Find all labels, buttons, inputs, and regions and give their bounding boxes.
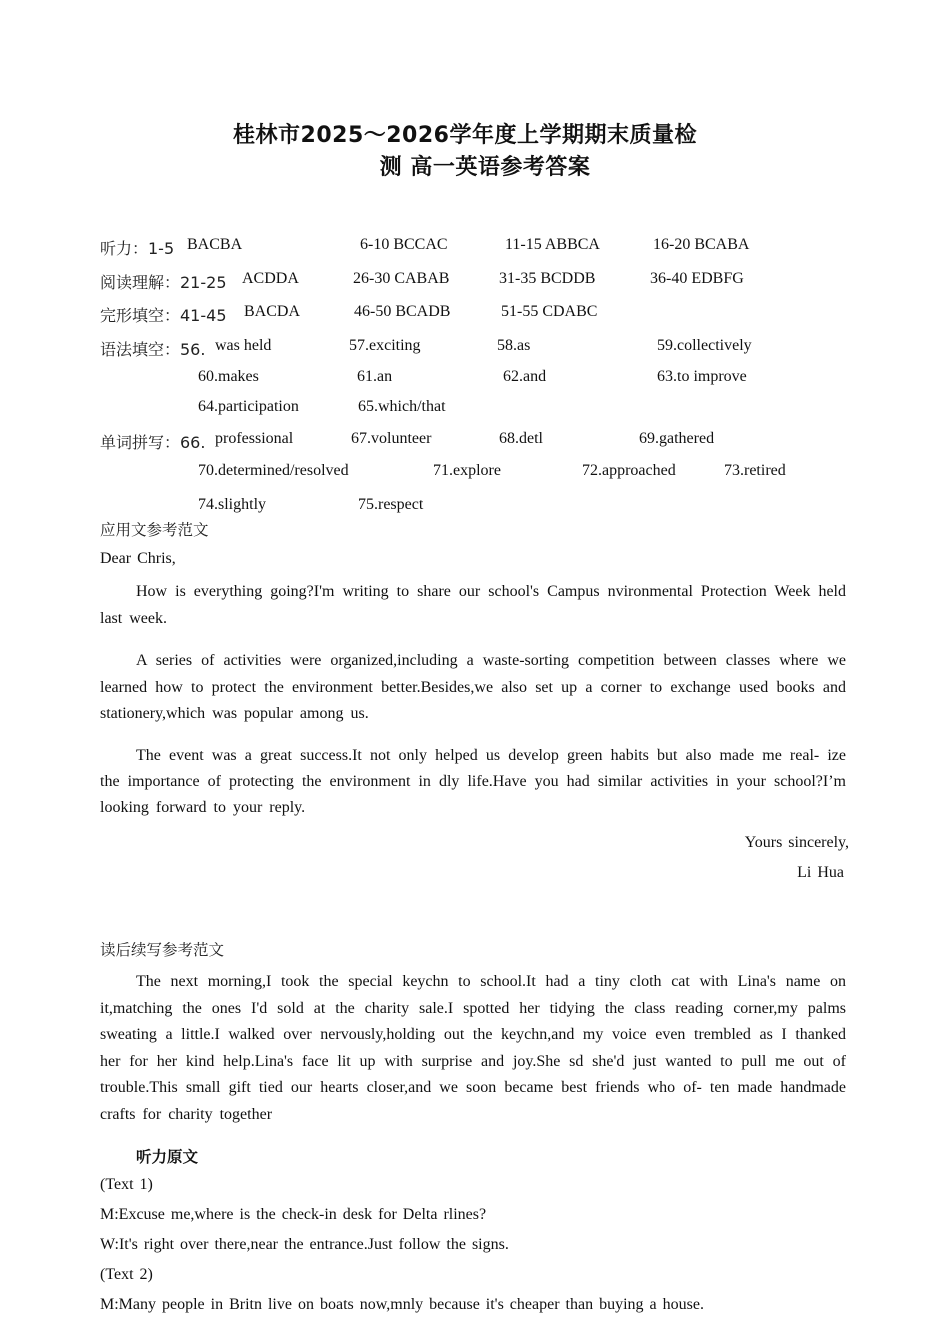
answer-item: 59.collectively xyxy=(657,337,752,354)
answer-item: 64.participation xyxy=(198,398,299,415)
answer-item: 70.determined/resolved xyxy=(198,462,349,479)
letter-salutation: Dear Chris, xyxy=(100,550,176,567)
answer-item: 75.respect xyxy=(358,496,424,513)
answer-group: BACDA xyxy=(244,303,301,320)
spelling-label: 单词拼写：66. xyxy=(100,433,206,452)
answer-item: 63.to improve xyxy=(657,368,747,385)
letter-section-heading: 应用文参考范文 xyxy=(100,521,209,539)
answer-group: BACBA xyxy=(187,236,243,253)
answer-group: 51-55 CDABC xyxy=(501,303,598,320)
letter-paragraph: The event was a great success.It not only helped us develop green habits but also made me real- ize the importance of protecting the environment in dly life.Have you had similar activities in your school?I’m looking forward to your reply. xyxy=(100,747,846,816)
answer-group: 16-20 BCABA xyxy=(653,236,750,253)
continuation-section-heading: 读后续写参考范文 xyxy=(100,941,225,959)
transcript-line: M:Many people in Britn live on boats now,mnly because it's cheaper than buying a house. xyxy=(100,1296,704,1313)
letter-paragraph: How is everything going?I'm writing to share our school's Campus nvironmental Protection Week held last week. xyxy=(100,583,846,627)
answer-group: 11-15 ABBCA xyxy=(505,236,600,253)
answer-group: 6-10 BCCAC xyxy=(360,236,448,253)
answer-item: 65.which/that xyxy=(358,398,446,415)
transcript-text-label: (Text 2) xyxy=(100,1266,153,1283)
answer-item: 58.as xyxy=(497,337,531,354)
answer-group: 26-30 CABAB xyxy=(353,270,450,287)
answer-group: 31-35 BCDDB xyxy=(499,270,596,287)
answer-item: 60.makes xyxy=(198,368,259,385)
letter-signature: Li Hua xyxy=(797,864,844,881)
answer-item: 61.an xyxy=(357,368,393,385)
letter-paragraph: A series of activities were organized,including a waste-sorting competition between classes where we learned how to protect the environment better.Besides,we also set up a corner to exchange used books and stationery,which was popular among us. xyxy=(100,652,846,722)
answer-item: 73.retired xyxy=(724,462,786,479)
answer-item: 67.volunteer xyxy=(351,430,432,447)
grammar-label: 语法填空：56. xyxy=(100,340,206,359)
answer-group: ACDDA xyxy=(242,270,299,287)
answer-item: 68.detl xyxy=(499,430,543,447)
answer-group: 46-50 BCADB xyxy=(354,303,451,320)
answer-item: 69.gathered xyxy=(639,430,715,447)
transcript-text-label: (Text 1) xyxy=(100,1176,153,1193)
answer-item: 57.exciting xyxy=(349,337,421,354)
answer-item: 72.approached xyxy=(582,462,676,479)
answer-item: professional xyxy=(215,430,294,447)
transcript-heading: 听力原文 xyxy=(136,1148,199,1166)
listening-label: 听力：1-5 xyxy=(100,239,175,258)
document-title-line-1: 桂林市2025～2026学年度上学期期末质量检 xyxy=(233,123,697,148)
reading-label: 阅读理解：21-25 xyxy=(100,273,227,292)
answer-item: 74.slightly xyxy=(198,496,267,513)
answer-item: 71.explore xyxy=(433,462,501,479)
letter-closing: Yours sincerely, xyxy=(744,834,849,851)
continuation-paragraph: The next morning,I took the special keychn to school.It had a tiny cloth cat with Lina's name on it,matching the ones I'd sold at the charity sale.I spotted her tidying the class reading corner,my palms sweating a little.I walked over nervously,holding out the keychn,and my voice even trembled as I thanked her for her kind help.Lina's face lit up with surprise and joy.She sd she'd just wanted to pull me out of trouble.This small gift tied our hearts closer,and we soon became best friends who of- ten made handmade crafts for charity together xyxy=(100,973,846,1123)
answer-item: was held xyxy=(215,337,272,354)
answer-group: 36-40 EDBFG xyxy=(650,270,744,287)
cloze-label: 完形填空：41-45 xyxy=(100,306,227,325)
transcript-line: M:Excuse me,where is the check-in desk for Delta rlines? xyxy=(100,1206,487,1223)
answer-item: 62.and xyxy=(503,368,547,385)
document-title-line-2: 测 高一英语参考答案 xyxy=(379,155,591,180)
transcript-line: W:It's right over there,near the entrance.Just follow the signs. xyxy=(100,1236,509,1253)
